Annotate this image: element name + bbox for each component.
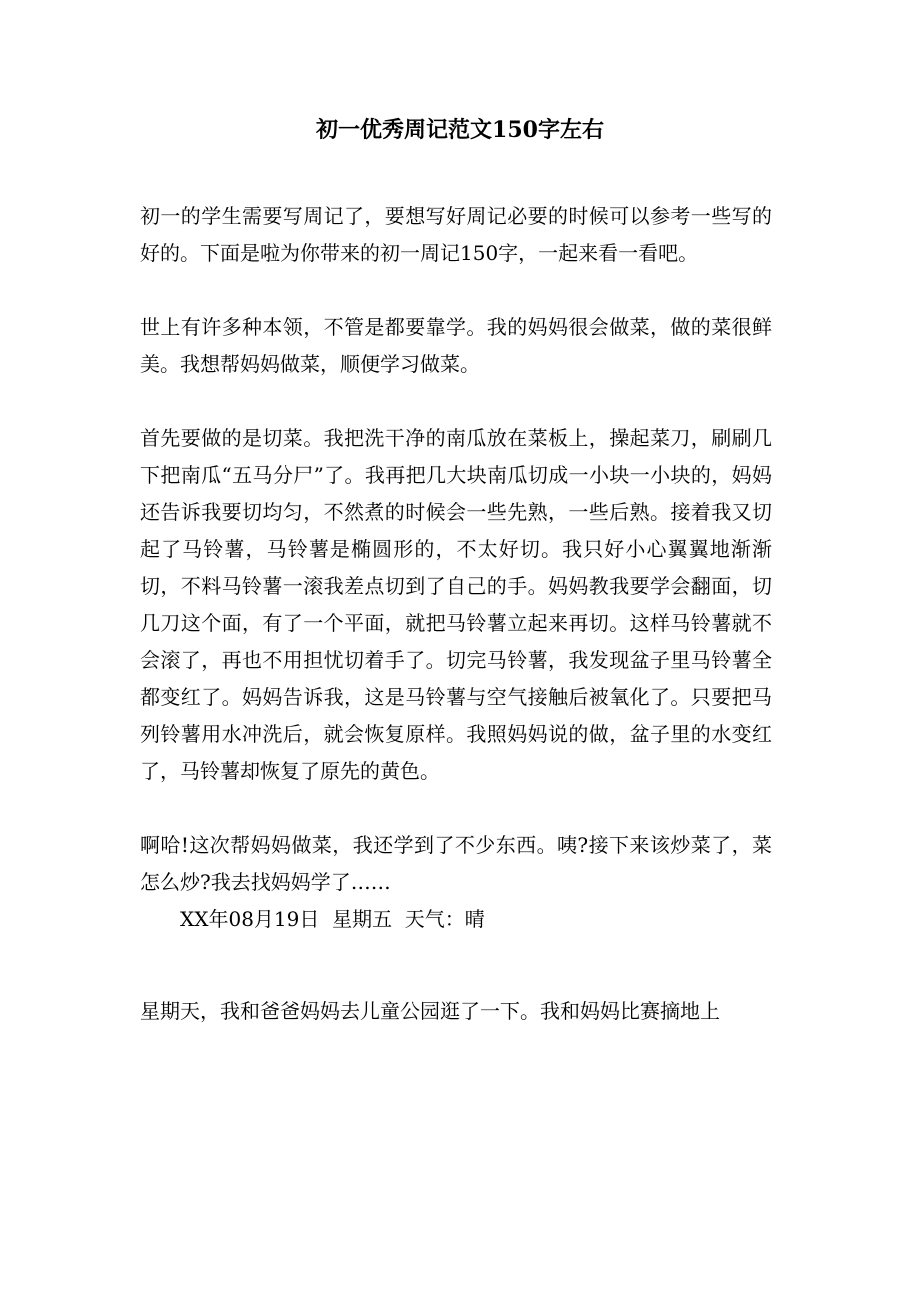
- paragraph-cutting: 首先要做的是切菜。我把洗干净的南瓜放在菜板上，操起菜刀，刷刷几下把南瓜“五马分尸”了。我再把几大块南瓜切成一小块一小块的，妈妈还告诉我要切均匀，不然煮的时候会一些先熟，一些后熟。接着我又切起了马铃薯，马铃薯是椭圆形的，不太好切。我只好小心翼翼地渐渐切，不料马铃薯一滚我差点切到了自己的手。妈妈教我要学会翻面，切几刀这个面，有了一个平面，就把马铃薯立起来再切。这样马铃薯就不会滚了，再也不用担忧切着手了。切完马铃薯，我发现盆子里马铃薯全都变红了。妈妈告诉我，这是马铃薯与空气接触后被氧化了。只要把马列铃薯用水冲洗后，就会恢复原样。我照妈妈说的做，盆子里的水变红了，马铃薯却恢复了原先的黄色。: [140, 426, 772, 783]
- paragraph-conclusion: 啊哈!这次帮妈妈做菜，我还学到了不少东西。咦?接下来该炒菜了，菜怎么炒?我去找妈妈学了……: [140, 833, 772, 894]
- document-title: 初一优秀周记范文150字左右: [316, 117, 604, 143]
- document-body: [140, 198, 772, 1067]
- paragraph-intro: 初一的学生需要写周记了，要想写好周记必要的时候可以参考一些写的好的。下面是啦为你带来的初一周记150字，一起来看一看吧。: [140, 204, 772, 265]
- paragraph-sunday: 星期天，我和爸爸妈妈去儿童公园逛了一下。我和妈妈比赛摘地上: [140, 999, 720, 1023]
- paragraph-skills: 世上有许多种本领，不管是都要靠学。我的妈妈很会做菜，做的菜很鲜美。我想帮妈妈做菜，顺便学习做菜。: [140, 315, 772, 376]
- diary-dateline: XX年08月19日 星期五 天气：晴: [180, 907, 485, 931]
